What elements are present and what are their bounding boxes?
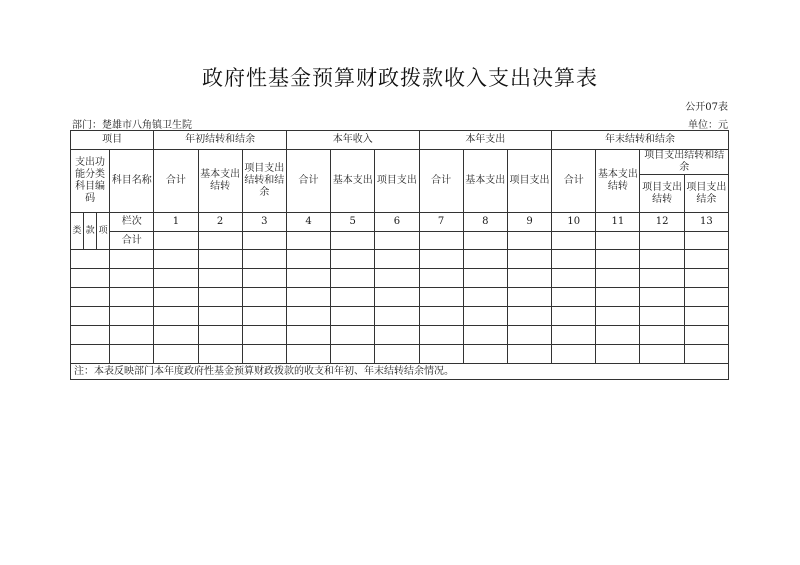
table-cell	[507, 232, 551, 250]
table-cell	[375, 269, 419, 288]
unit-label: 单位：元	[688, 120, 728, 131]
table-row	[71, 345, 729, 364]
column-number: 12	[640, 213, 684, 232]
table-cell	[71, 326, 110, 345]
header-expense-project: 项目支出	[507, 150, 551, 213]
header-xiang: 项	[97, 213, 110, 250]
table-cell	[375, 307, 419, 326]
report-title: 政府性基金预算财政拨款收入支出决算表	[202, 66, 598, 90]
table-cell	[463, 288, 507, 307]
header-closing-basic-carry: 基本支出结转	[596, 150, 640, 213]
table-cell	[507, 345, 551, 364]
table-cell	[684, 269, 728, 288]
table-cell	[419, 288, 463, 307]
table-cell	[684, 288, 728, 307]
table-cell	[552, 345, 596, 364]
column-order-label: 栏次	[110, 213, 154, 232]
table-cell	[198, 232, 242, 250]
table-cell	[375, 232, 419, 250]
table-cell	[552, 269, 596, 288]
table-row	[71, 250, 729, 269]
table-cell	[640, 288, 684, 307]
header-subject-name: 科目名称	[110, 150, 154, 213]
table-row	[71, 288, 729, 307]
table-cell	[507, 269, 551, 288]
column-number: 6	[375, 213, 419, 232]
table-cell	[463, 345, 507, 364]
table-cell	[331, 307, 375, 326]
table-cell	[331, 269, 375, 288]
header-opening-total: 合计	[154, 150, 198, 213]
table-cell	[375, 326, 419, 345]
table-cell	[71, 307, 110, 326]
table-cell	[640, 232, 684, 250]
table-cell	[331, 345, 375, 364]
table-cell	[242, 250, 286, 269]
table-cell	[684, 326, 728, 345]
header-opening-basic-carry: 基本支出结转	[198, 150, 242, 213]
column-number: 7	[419, 213, 463, 232]
table-cell	[110, 288, 154, 307]
table-cell	[419, 307, 463, 326]
header-closing-project-carry-balance: 项目支出结转和结余	[640, 150, 729, 175]
column-number: 3	[242, 213, 286, 232]
table-cell	[331, 326, 375, 345]
table-cell	[198, 326, 242, 345]
table-cell	[596, 326, 640, 345]
table-cell	[596, 232, 640, 250]
header-opening-project-carry-balance: 项目支出结转和结余	[242, 150, 286, 213]
table-cell	[286, 345, 330, 364]
table-row	[71, 307, 729, 326]
table-row	[71, 269, 729, 288]
header-income-group: 本年收入	[286, 131, 419, 150]
table-cell	[242, 232, 286, 250]
table-cell	[640, 269, 684, 288]
header-project: 项目	[71, 131, 154, 150]
header-closing-project-balance: 项目支出结余	[684, 175, 728, 213]
table-cell	[552, 288, 596, 307]
table-cell	[71, 345, 110, 364]
table-cell	[552, 326, 596, 345]
form-number: 公开07表	[685, 102, 728, 113]
table-cell	[286, 326, 330, 345]
table-cell	[552, 250, 596, 269]
table-cell	[110, 345, 154, 364]
table-cell	[286, 307, 330, 326]
table-cell	[110, 307, 154, 326]
header-expense-basic: 基本支出	[463, 150, 507, 213]
table-cell	[684, 307, 728, 326]
table-cell	[110, 326, 154, 345]
table-cell	[71, 250, 110, 269]
table-cell	[198, 269, 242, 288]
table-cell	[110, 269, 154, 288]
table-cell	[242, 288, 286, 307]
table-cell	[463, 232, 507, 250]
table-cell	[154, 250, 198, 269]
header-opening-group: 年初结转和结余	[154, 131, 287, 150]
table-cell	[463, 269, 507, 288]
table-cell	[286, 269, 330, 288]
table-cell	[419, 250, 463, 269]
header-closing-project-carry: 项目支出结转	[640, 175, 684, 213]
table-cell	[242, 269, 286, 288]
table-cell	[463, 250, 507, 269]
table-cell	[242, 307, 286, 326]
table-cell	[552, 232, 596, 250]
budget-table	[70, 130, 729, 364]
column-number: 2	[198, 213, 242, 232]
department-label: 部门：楚雄市八角镇卫生院	[72, 120, 192, 131]
table-cell	[375, 250, 419, 269]
table-cell	[640, 326, 684, 345]
table-cell	[507, 288, 551, 307]
column-number: 11	[596, 213, 640, 232]
column-number: 4	[286, 213, 330, 232]
table-cell	[198, 288, 242, 307]
table-cell	[419, 232, 463, 250]
table-cell	[198, 345, 242, 364]
table-cell	[71, 269, 110, 288]
table-cell	[198, 250, 242, 269]
table-cell	[684, 250, 728, 269]
table-cell	[640, 345, 684, 364]
table-cell	[507, 326, 551, 345]
footnote: 注：本表反映部门本年度政府性基金预算财政拨款的收支和年初、年末结转结余情况。	[70, 363, 729, 380]
header-income-basic: 基本支出	[331, 150, 375, 213]
table-cell	[507, 250, 551, 269]
table-cell	[110, 250, 154, 269]
header-income-total: 合计	[286, 150, 330, 213]
table-row	[71, 326, 729, 345]
table-cell	[596, 345, 640, 364]
table-cell	[71, 288, 110, 307]
table-cell	[286, 288, 330, 307]
table-cell	[375, 345, 419, 364]
sum-row-label: 合计	[110, 232, 154, 250]
table-cell	[419, 345, 463, 364]
table-cell	[684, 232, 728, 250]
table-cell	[596, 269, 640, 288]
table-cell	[331, 250, 375, 269]
table-cell	[154, 232, 198, 250]
table-cell	[198, 307, 242, 326]
table-cell	[419, 326, 463, 345]
table-cell	[596, 250, 640, 269]
table-cell	[242, 345, 286, 364]
table-cell	[154, 288, 198, 307]
header-expense-group: 本年支出	[419, 131, 552, 150]
column-number: 5	[331, 213, 375, 232]
table-cell	[154, 307, 198, 326]
table-cell	[684, 345, 728, 364]
table-cell	[331, 288, 375, 307]
table-cell	[154, 345, 198, 364]
header-closing-total: 合计	[552, 150, 596, 213]
header-func-code: 支出功能分类科目编码	[71, 150, 110, 213]
column-number: 9	[507, 213, 551, 232]
table-cell	[596, 288, 640, 307]
table-cell	[419, 269, 463, 288]
table-cell	[154, 269, 198, 288]
table-cell	[596, 307, 640, 326]
table-cell	[640, 307, 684, 326]
header-closing-group: 年末结转和结余	[552, 131, 729, 150]
table-cell	[331, 232, 375, 250]
column-number: 1	[154, 213, 198, 232]
table-cell	[463, 307, 507, 326]
header-income-project: 项目支出	[375, 150, 419, 213]
column-number: 10	[552, 213, 596, 232]
table-cell	[640, 250, 684, 269]
table-cell	[286, 232, 330, 250]
table-cell	[552, 307, 596, 326]
table-cell	[286, 250, 330, 269]
table-cell	[375, 288, 419, 307]
table-cell	[242, 326, 286, 345]
header-lei: 类	[71, 213, 84, 250]
column-number: 8	[463, 213, 507, 232]
table-cell	[507, 307, 551, 326]
column-number: 13	[684, 213, 728, 232]
header-expense-total: 合计	[419, 150, 463, 213]
table-cell	[463, 326, 507, 345]
table-cell	[154, 326, 198, 345]
header-kuan: 款	[84, 213, 97, 250]
